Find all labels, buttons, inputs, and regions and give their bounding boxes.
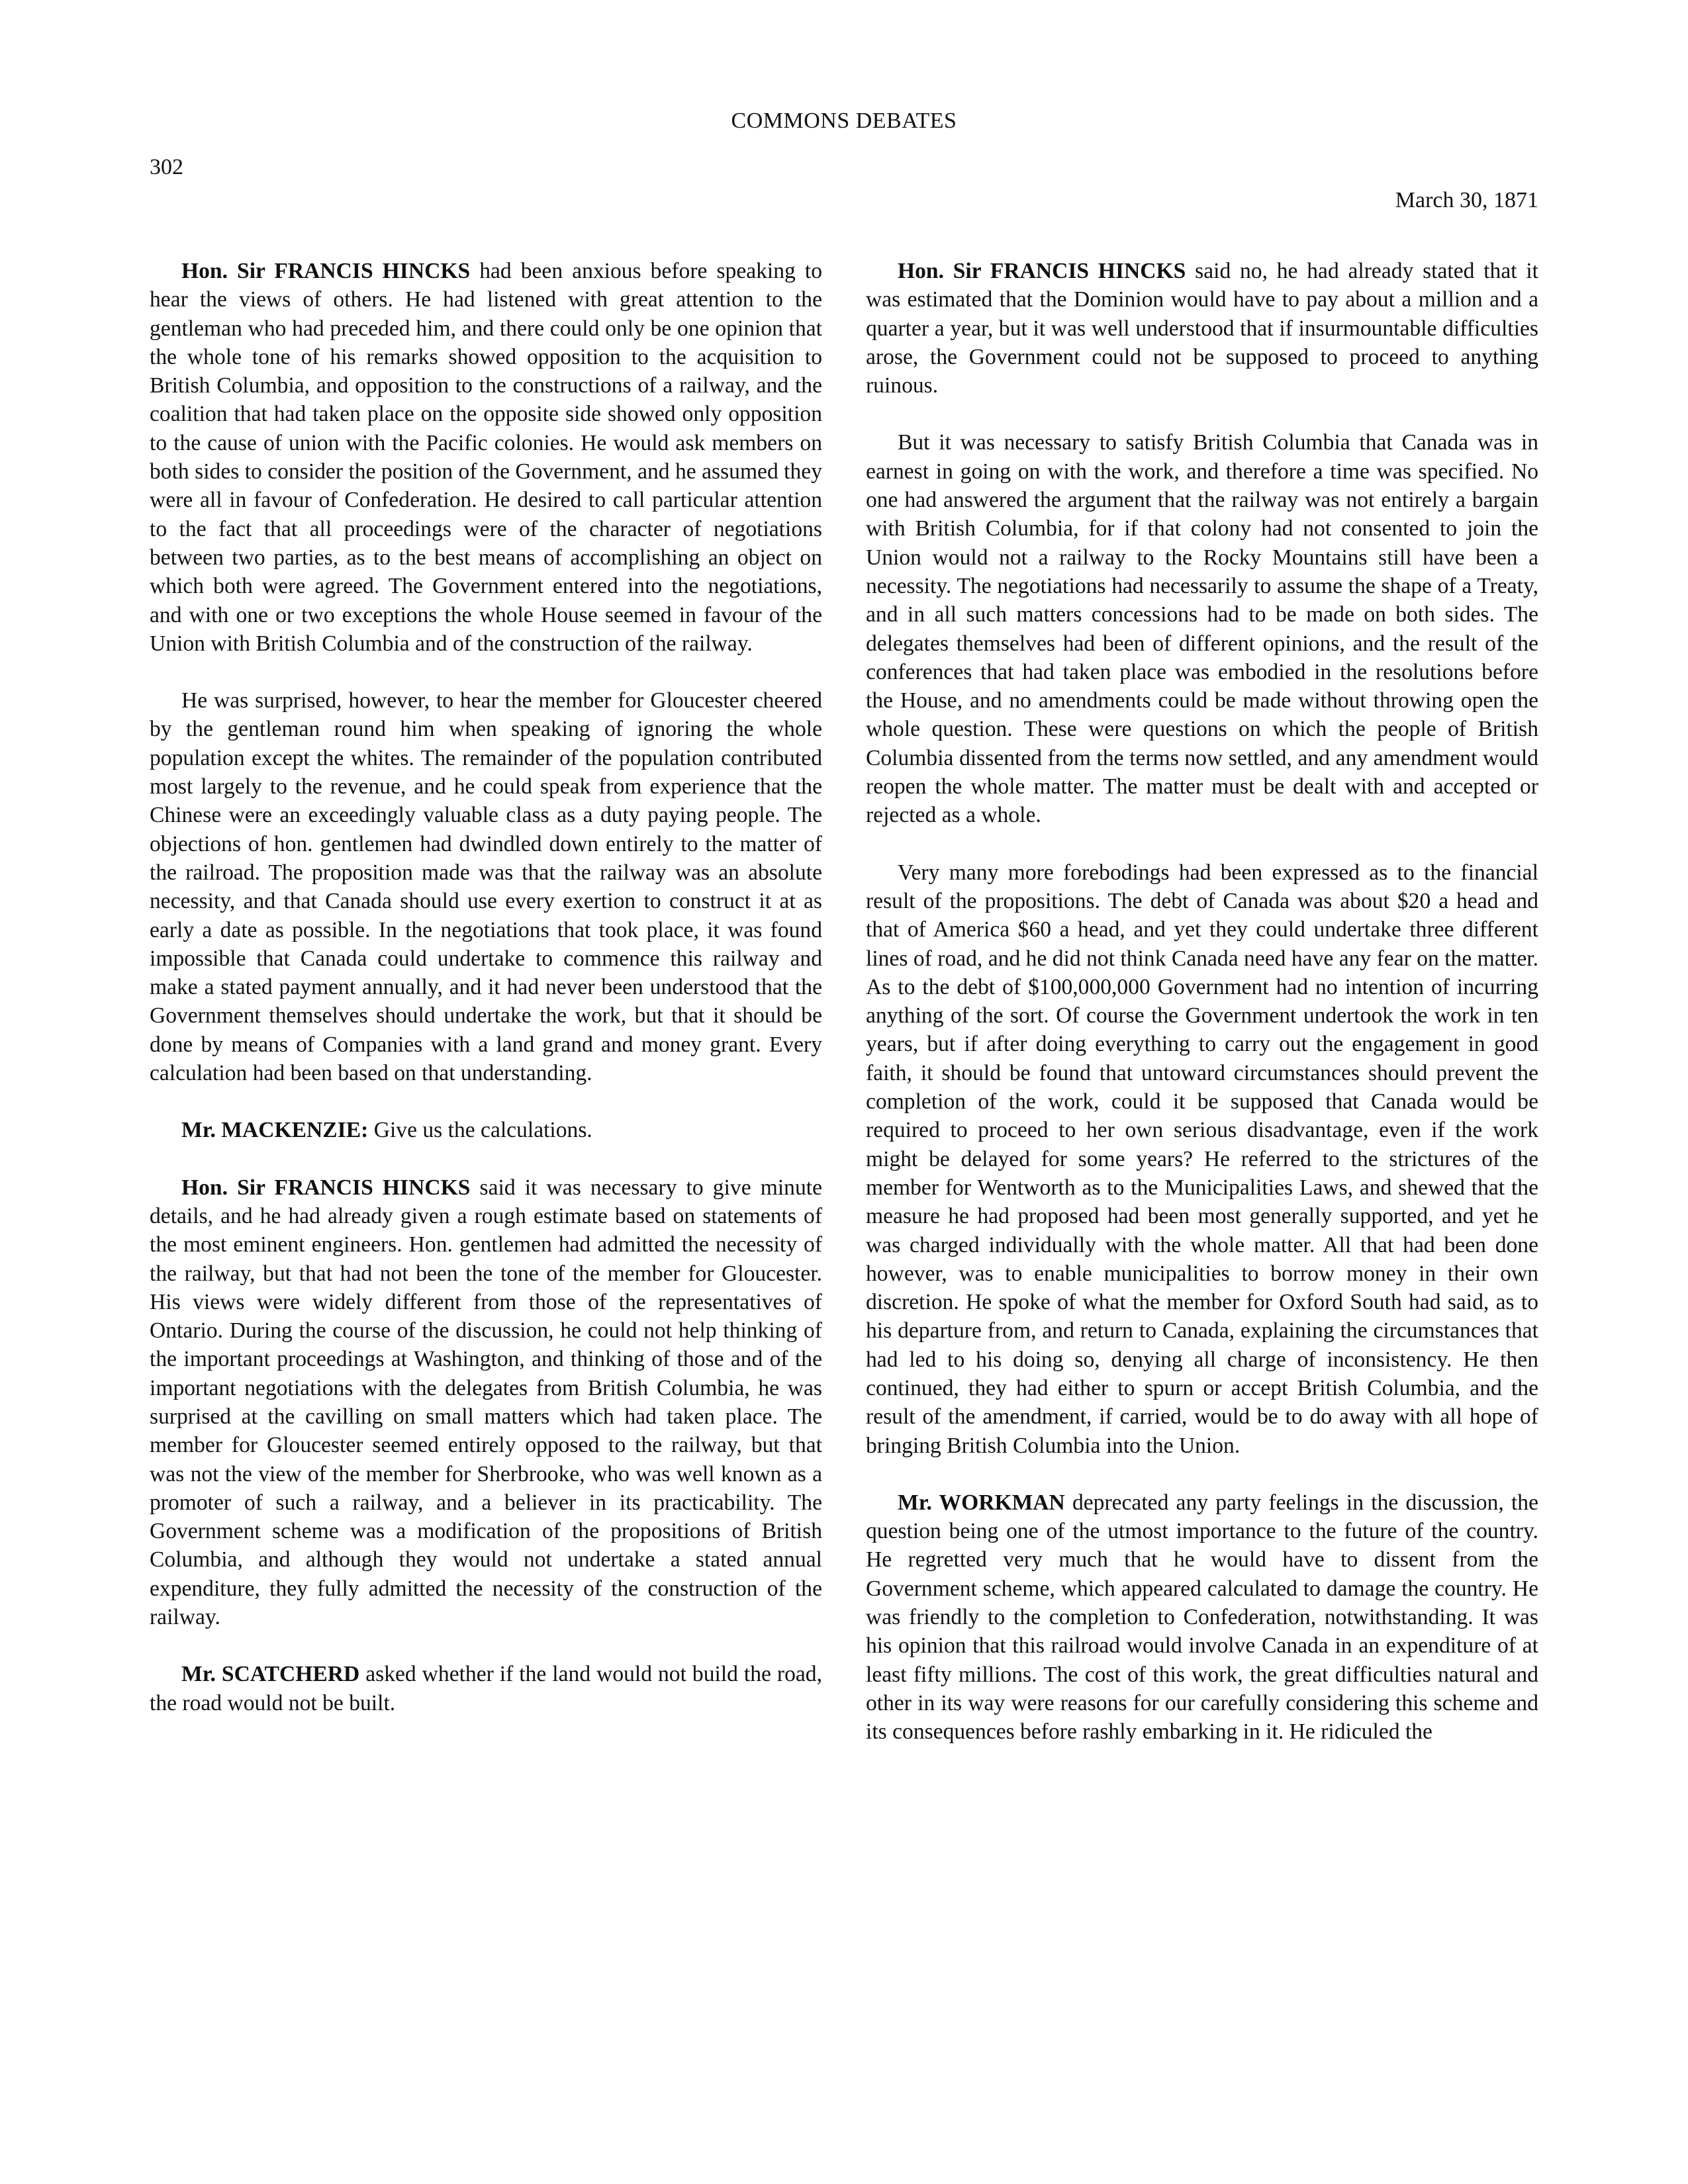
paragraph [866, 1488, 1538, 1747]
paragraph [150, 1660, 822, 1717]
speaker-name: Hon. Sir FRANCIS HINCKS [898, 259, 1186, 283]
paragraph [866, 858, 1538, 1460]
paragraph-text: But it was necessary to satisfy British Columbia that Canada was in earnest in going on with the work, and therefore a time was specified. No one had answered the argument that the railway was not entirely a bargain with British Columbia, for if that colony had not consented to join the Union would not a railway to the Rocky Mountains still have been a necessity. The negotiations had necessarily to assume the shape of a Treaty, and in all such matters concessions had to be made on both sides. The delegates themselves had been of different opinions, and the result of the conferences that had taken place was embodied in the resolutions before the House, and no amendments could be made without throwing open the whole question. These were questions on which the people of British Columbia dissented from the terms now settled, and any amendment would reopen the whole matter. The matter must be dealt with and accepted or rejected as a whole. [866, 430, 1538, 828]
speaker-name: Mr. SCATCHERD [181, 1662, 360, 1687]
paragraph-text: Give us the calculations. [368, 1118, 592, 1143]
paragraph-text: said it was necessary to give minute details, and he had already given a rough estimate based on statements of the most eminent engineers. Hon. gentlemen had admitted the necessity of the railway, but that had not been the tone of the member for Gloucester. His views were widely different from those of the representatives of Ontario. During the course of the discussion, he could not help thinking of the important proceedings at Washington, and thinking of those and of the important negotiations with the delegates from British Columbia, he was surprised at the cavilling on small matters which had taken place. The member for Gloucester seemed entirely opposed to the railway, but that was not the view of the member for Sherbrooke, who was well known as a promoter of such a railway, and a believer in its practicability. The Government scheme was a modification of the propositions of British Columbia, and although they would not undertake a stated annual expenditure, they fully admitted the necessity of the construction of the railway. [150, 1175, 822, 1630]
speaker-name: Mr. MACKENZIE: [181, 1118, 369, 1143]
speaker-name: Hon. Sir FRANCIS HINCKS [181, 1175, 471, 1200]
paragraph-text: Very many more forebodings had been expressed as to the financial result of the propositions. The debt of Canada was about $20 a head and that of America $60 a head, and yet they could undertake three different lines of road, and he did not think Canada need have any fear on the matter. As to the debt of $100,000,000 Government had no intention of incurring anything of the sort. Of course the Government undertook the work in ten years, but if after doing everything to carry out the engagement in good faith, it should be found that untoward circumstances should prevent the completion of the work, could it be supposed that Canada would be required to proceed to her own serious disadvantage, even if the work might be delayed for some years? He referred to the strictures of the member for Wentworth as to the Municipalities Laws, and shewed that the measure he had proposed had been most generally supported, and yet he was charged individually with the whole matter. All that had been done however, was to enable municipalities to borrow money in their own discretion. He spoke of what the member for Oxford South had said, as to his departure from, and return to Canada, explaining the circumstances that had led to his doing so, denying all charge of inconsistency. He then continued, they had either to spurn or accept British Columbia, and the result of the amendment, if carried, would be to do away with all hope of bringing British Columbia into the Union. [866, 860, 1538, 1458]
speaker-name: Mr. WORKMAN [898, 1490, 1065, 1515]
paragraph [150, 686, 822, 1087]
paragraph [866, 428, 1538, 829]
running-head: COMMONS DEBATES [731, 109, 957, 133]
paragraph [866, 257, 1538, 400]
paragraph-text: had been anxious before speaking to hear the views of others. He had listened with great attention to the gentleman who had preceded him, and there could only be one opinion that the whole tone of his remarks showed opposition to the acquisition to British Columbia, and opposition to the constructions of a railway, and the coalition that had taken place on the opposite side showed only opposition to the cause of union with the Pacific colonies. He would ask members on both sides to consider the position of the Government, and he assumed they were all in favour of Confederation. He desired to call particular attention to the fact that all proceedings were of the character of negotiations between two parties, as to the best means of accomplishing an object on which both were agreed. The Government entered into the negotiations, and with one or two exceptions the whole House seemed in favour of the Union with British Columbia and of the construction of the railway. [150, 259, 823, 656]
paragraph-text: He was surprised, however, to hear the member for Gloucester cheered by the gentleman round him when speaking of ignoring the whole population except the whites. The remainder of the population contributed most largely to the revenue, and he could speak from experience that the Chinese were an exceedingly valuable class as a duty paying people. The objections of hon. gentlemen had dwindled down entirely to the matter of the railroad. The proposition made was that the railway was an absolute necessity, and that Canada should use every exertion to construct it at as early a date as possible. In the negotiations that took place, it was found impossible that Canada could undertake to commence this railway and make a stated payment annually, and it had never been understood that the Government themselves should undertake the work, but that it should be done by means of Companies with a land grand and money grant. Every calculation had been based on that understanding. [150, 688, 822, 1086]
left-column [150, 257, 822, 1746]
page-date: March 30, 1871 [1395, 188, 1538, 212]
paragraph [150, 1116, 822, 1144]
right-column [866, 257, 1538, 1775]
paragraph [150, 257, 822, 658]
paragraph [150, 1173, 822, 1632]
paragraph-text: asked whether if the land would not build the road, the road would not be built. [150, 1662, 822, 1715]
page-number: 302 [150, 155, 183, 179]
speaker-name: Hon. Sir FRANCIS HINCKS [181, 259, 471, 283]
paragraph-text: said no, he had already stated that it was estimated that the Dominion would have to pay about a million and a quarter a year, but it was well understood that if insurmountable difficulties arose, the Government could not be supposed to proceed to anything ruinous. [866, 259, 1538, 398]
paragraph-text: deprecated any party feelings in the discussion, the question being one of the utmost importance to the future of the country. He regretted very much that he would have to dissent from the Government scheme, which appeared calculated to damage the country. He was friendly to the completion to Confederation, notwithstanding. It was his opinion that this railroad would involve Canada in an expenditure of at least fifty millions. The cost of this work, the great difficulties natural and other in its way were reasons for our carefully considering this scheme and its consequences before rashly embarking in it. He ridiculed the [866, 1490, 1539, 1745]
